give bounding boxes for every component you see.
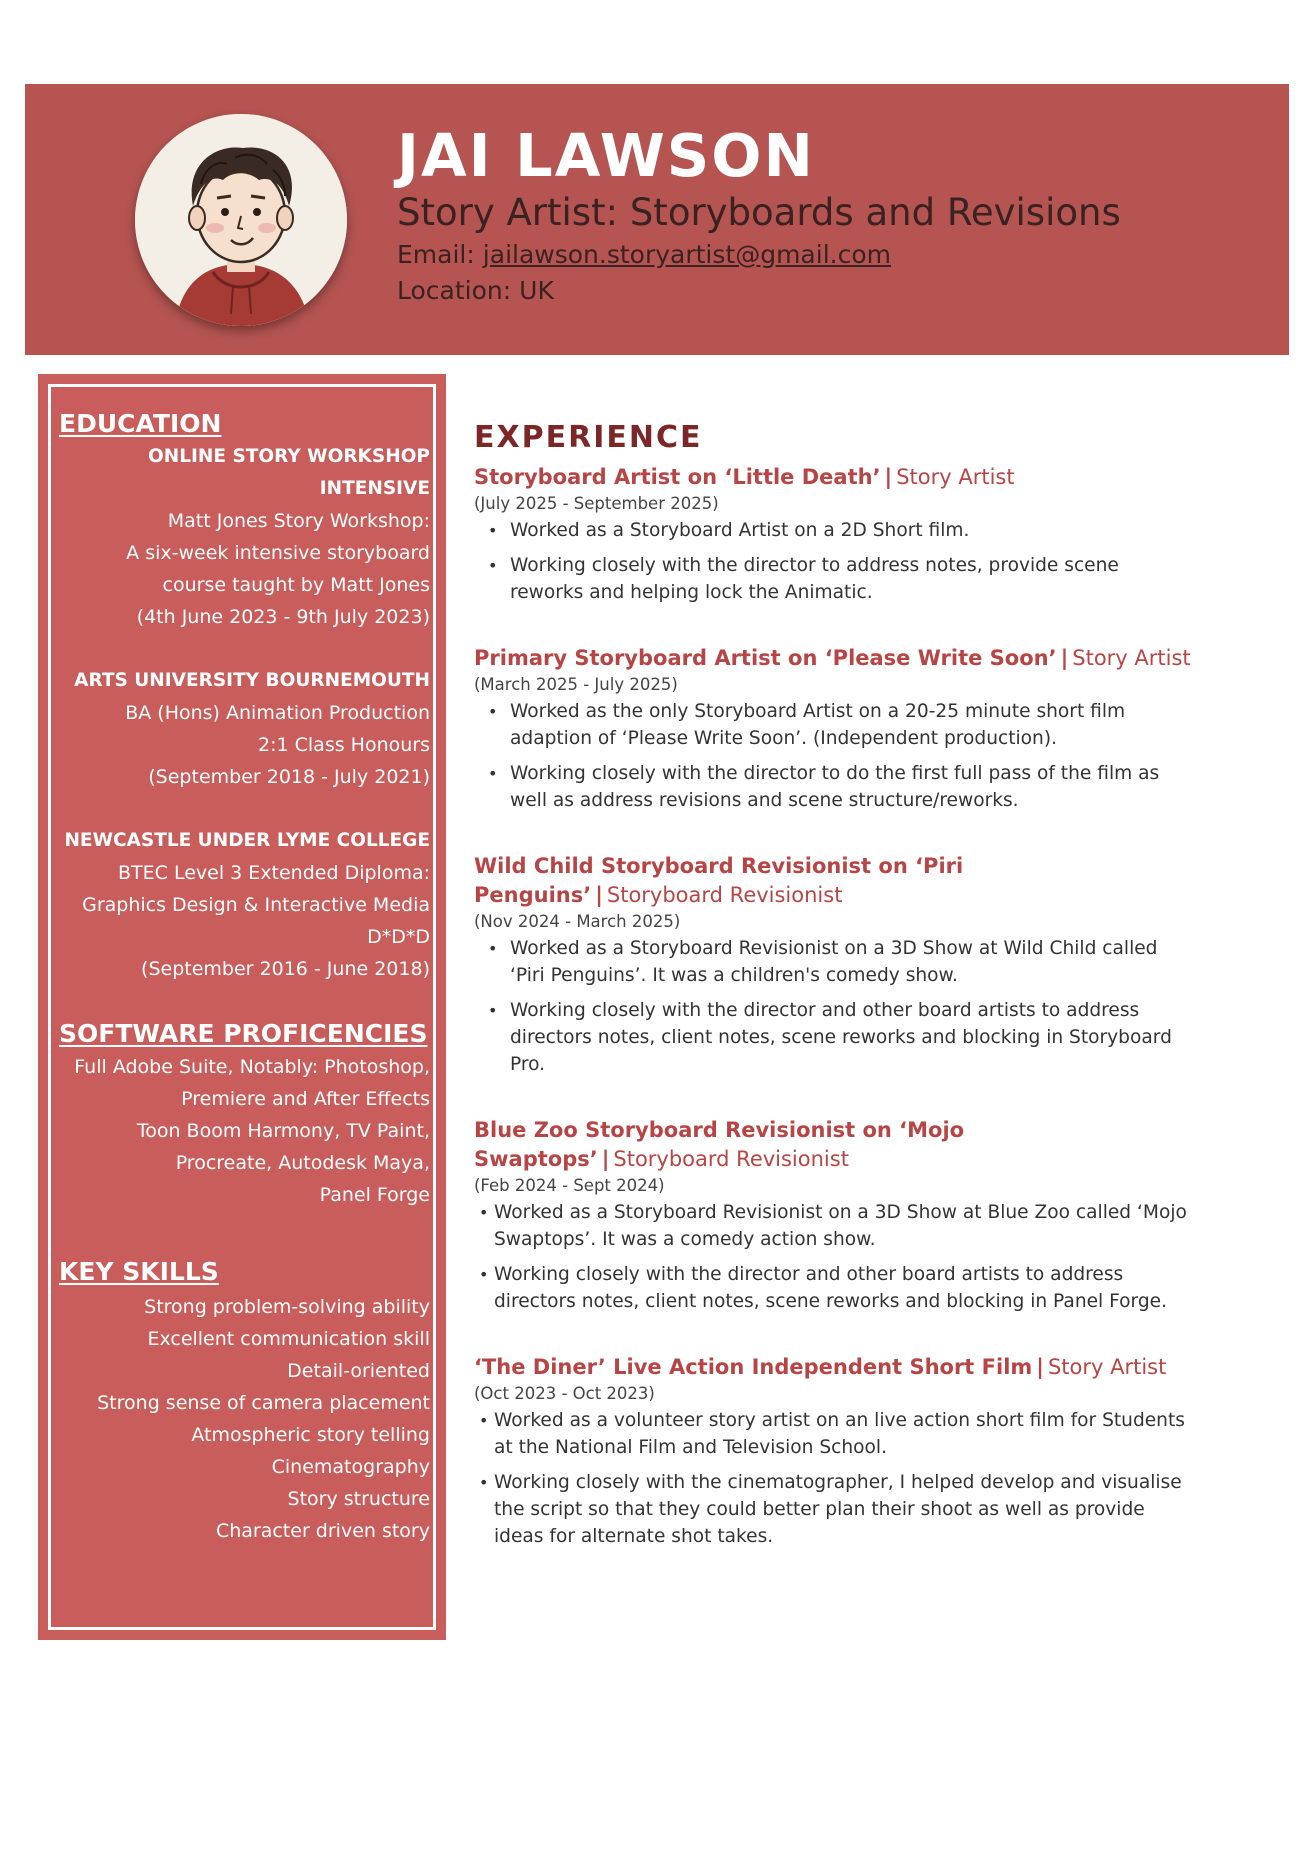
job-bullet: • Worked as a Storyboard Revisionist on a 3D Show at Wild Child called ‘Piri Penguins’. It was a children's comedy show. bbox=[510, 935, 1194, 989]
name-heading: JAI LAWSON bbox=[397, 121, 815, 190]
job-title-main: Blue Zoo Storyboard Revisionist on ‘Mojo Swaptops’ bbox=[474, 1118, 965, 1171]
email-label: Email: bbox=[397, 240, 475, 269]
job-bullet: • Working closely with the director to do the first full pass of the film as well as address revisions and scene structure/reworks. bbox=[510, 760, 1194, 814]
job-dates: (Oct 2023 - Oct 2023) bbox=[474, 1384, 655, 1403]
software-list bbox=[51, 1051, 433, 1211]
skills-section bbox=[51, 1257, 433, 1547]
job-role: Storyboard Revisionist bbox=[613, 1147, 849, 1171]
job-title bbox=[474, 852, 1194, 910]
job-title-separator: | bbox=[884, 465, 893, 489]
education-line: Graphics Design & Interactive Media bbox=[82, 894, 430, 916]
education-institution: NEWCASTLE UNDER LYME COLLEGE bbox=[64, 830, 430, 851]
avatar-illustration bbox=[135, 114, 347, 326]
education-line: BA (Hons) Animation Production bbox=[125, 702, 430, 724]
job-bullet: • Working closely with the cinematographer, I helped develop and visualise the script so that they could better plan their shoot as well as provide ideas for alternate shot takes. bbox=[494, 1469, 1194, 1550]
header-banner bbox=[25, 84, 1289, 355]
job-bullet: • Working closely with the director and other board artists to address directors notes, client notes, scene reworks and blocking in Panel Forge. bbox=[494, 1261, 1194, 1315]
job-title-main: Wild Child Storyboard Revisionist on ‘Piri Penguins’ bbox=[474, 854, 964, 907]
location-value: UK bbox=[519, 276, 554, 305]
software-item: Procreate, Autodesk Maya, bbox=[175, 1152, 430, 1174]
job-title bbox=[474, 463, 1194, 492]
job-role: Story Artist bbox=[1072, 646, 1191, 670]
job-entry bbox=[474, 1353, 1194, 1550]
job-bullets bbox=[474, 517, 1194, 606]
job-title bbox=[474, 644, 1194, 673]
skill-item: Story structure bbox=[287, 1488, 430, 1510]
job-dates: (Nov 2024 - March 2025) bbox=[474, 912, 681, 931]
job-bullet: • Working closely with the director to address notes, provide scene reworks and helping lock the Animatic. bbox=[510, 552, 1194, 606]
education-institution: INTENSIVE bbox=[319, 478, 430, 499]
software-item: Toon Boom Harmony, TV Paint, bbox=[136, 1120, 430, 1142]
skill-item: Excellent communication skill bbox=[147, 1328, 430, 1350]
location-row bbox=[397, 276, 554, 306]
education-line: BTEC Level 3 Extended Diploma: bbox=[118, 862, 430, 884]
job-dates: (March 2025 - July 2025) bbox=[474, 675, 678, 694]
job-title bbox=[474, 1353, 1194, 1382]
avatar bbox=[135, 114, 347, 326]
email-row bbox=[397, 240, 891, 270]
education-entry bbox=[51, 665, 433, 793]
job-bullet: • Worked as the only Storyboard Artist on a 20-25 minute short film adaption of ‘Please Write Soon’. (Independent production). bbox=[510, 698, 1194, 752]
job-title-separator: | bbox=[1060, 646, 1069, 670]
skills-list bbox=[51, 1291, 433, 1547]
education-line: (September 2016 - June 2018) bbox=[141, 958, 430, 980]
software-item: Full Adobe Suite, Notably: Photoshop, bbox=[74, 1056, 430, 1078]
job-title-separator: | bbox=[595, 883, 603, 907]
job-bullet: • Working closely with the director and other board artists to address directors notes, client notes, scene reworks and blocking in Storyboard Pro. bbox=[510, 997, 1194, 1078]
job-title-main: ‘The Diner’ Live Action Independent Short Film bbox=[474, 1355, 1033, 1379]
job-dates: (Feb 2024 - Sept 2024) bbox=[474, 1176, 665, 1195]
experience-title: EXPERIENCE bbox=[474, 420, 703, 455]
experience-list bbox=[474, 463, 1194, 1588]
job-title-main: Storyboard Artist on ‘Little Death’ bbox=[474, 465, 881, 489]
job-entry bbox=[474, 1116, 1194, 1315]
job-role: Story Artist bbox=[896, 465, 1015, 489]
role-subtitle: Story Artist: Storyboards and Revisions bbox=[397, 191, 1121, 234]
job-dates: (July 2025 - September 2025) bbox=[474, 494, 719, 513]
skill-item: Detail-oriented bbox=[287, 1360, 430, 1382]
job-title-main: Primary Storyboard Artist on ‘Please Write Soon’ bbox=[474, 646, 1057, 670]
education-institution: ARTS UNIVERSITY BOURNEMOUTH bbox=[74, 670, 430, 691]
skill-item: Strong sense of camera placement bbox=[97, 1392, 430, 1414]
job-title bbox=[474, 1116, 1194, 1174]
skills-title: KEY SKILLS bbox=[59, 1257, 219, 1286]
education-title: EDUCATION bbox=[59, 409, 222, 438]
education-line: Matt Jones Story Workshop: bbox=[167, 510, 430, 532]
job-role: Storyboard Revisionist bbox=[606, 883, 843, 907]
job-entry bbox=[474, 644, 1194, 814]
job-bullet: • Worked as a Storyboard Artist on a 2D Short film. bbox=[510, 517, 1194, 544]
software-title: SOFTWARE PROFICENCIES bbox=[59, 1019, 428, 1048]
job-bullets bbox=[474, 1407, 1194, 1550]
education-line: (4th June 2023 - 9th July 2023) bbox=[136, 606, 430, 628]
skill-item: Character driven story bbox=[215, 1520, 430, 1542]
education-line: 2:1 Class Honours bbox=[258, 734, 430, 756]
job-bullets bbox=[474, 698, 1194, 814]
email-link[interactable]: jailawson.storyartist@gmail.com bbox=[482, 240, 891, 269]
software-item: Premiere and After Effects bbox=[181, 1088, 430, 1110]
education-entry bbox=[51, 441, 433, 633]
education-line: course taught by Matt Jones bbox=[162, 574, 430, 596]
location-label: Location: bbox=[397, 276, 512, 305]
education-line: D*D*D bbox=[367, 926, 430, 948]
software-section bbox=[51, 1019, 433, 1211]
job-bullet: • Worked as a Storyboard Revisionist on a 3D Show at Blue Zoo called ‘Mojo Swaptops’. It was a comedy action show. bbox=[494, 1199, 1194, 1253]
job-bullets bbox=[474, 935, 1194, 1078]
software-item: Panel Forge bbox=[319, 1184, 430, 1206]
skill-item: Cinematography bbox=[271, 1456, 430, 1478]
job-title-separator: | bbox=[601, 1147, 610, 1171]
job-entry bbox=[474, 463, 1194, 606]
education-institution: ONLINE STORY WORKSHOP bbox=[148, 446, 430, 467]
job-role: Story Artist bbox=[1047, 1355, 1167, 1379]
education-section bbox=[51, 409, 433, 985]
job-bullets bbox=[474, 1199, 1194, 1315]
job-entry bbox=[474, 852, 1194, 1078]
job-title-separator: | bbox=[1036, 1355, 1044, 1379]
education-entry bbox=[51, 825, 433, 985]
education-line: (September 2018 - July 2021) bbox=[148, 766, 430, 788]
sidebar-frame bbox=[48, 384, 436, 1630]
education-line: A six-week intensive storyboard bbox=[126, 542, 430, 564]
skill-item: Atmospheric story telling bbox=[191, 1424, 430, 1446]
job-bullet: • Worked as a volunteer story artist on an live action short film for Students at the National Film and Television School. bbox=[494, 1407, 1194, 1461]
skill-item: Strong problem-solving ability bbox=[144, 1296, 430, 1318]
sidebar bbox=[38, 374, 446, 1640]
